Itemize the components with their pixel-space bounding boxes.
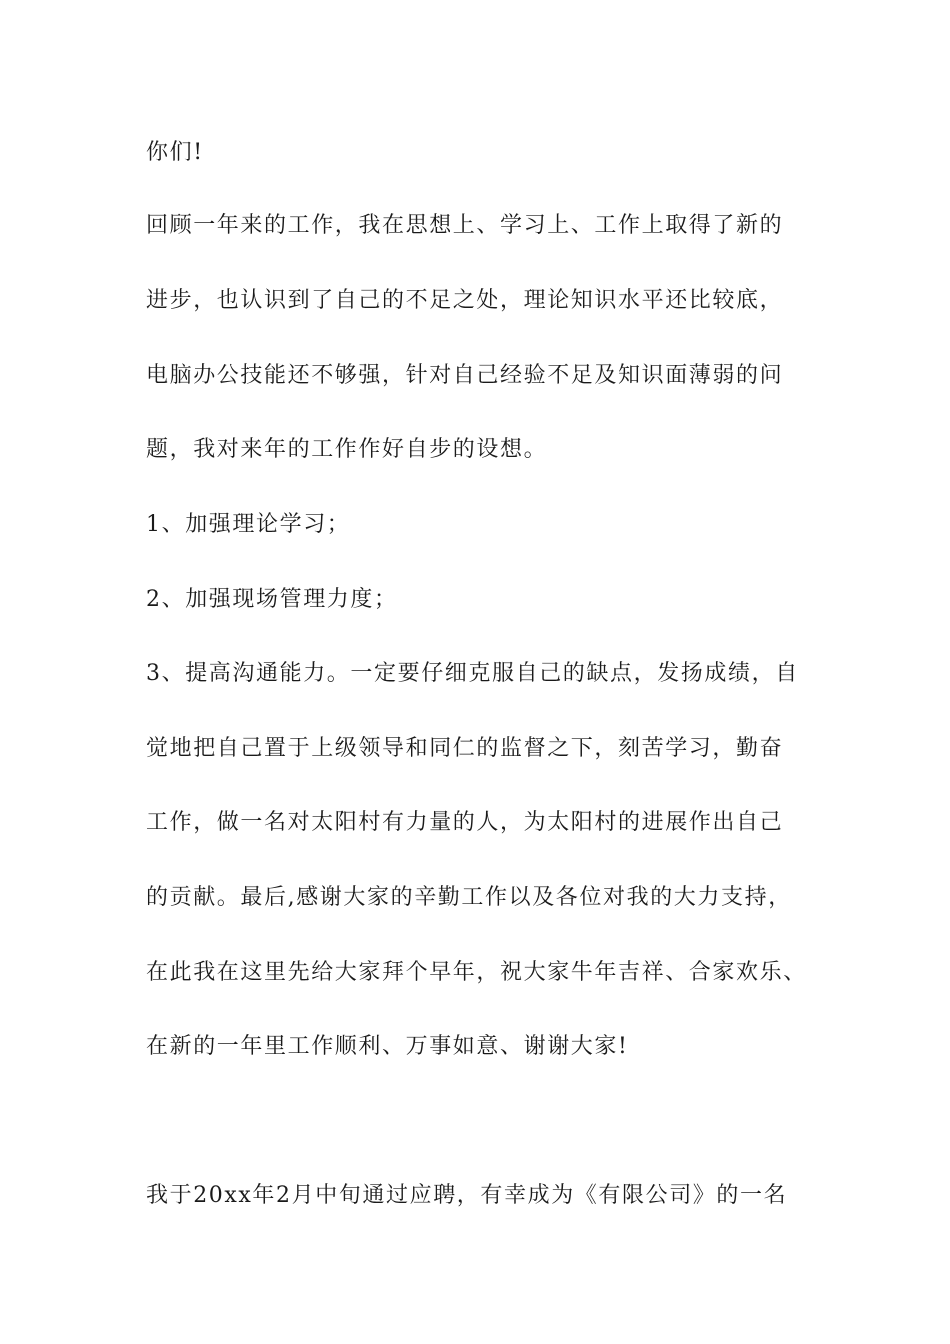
list-item-3: 3、提高沟通能力。一定要仔细克服自己的缺点，发扬成绩，自	[146, 661, 799, 686]
text-line-4: 电脑办公技能还不够强，针对自己经验不足及知识面薄弱的问	[146, 363, 784, 388]
text-line-1: 你们!	[146, 140, 204, 165]
text-line-5: 题，我对来年的工作作好自步的设想。	[146, 437, 548, 462]
list-item-1: 1、加强理论学习；	[146, 512, 351, 537]
text-line-9: 觉地把自己置于上级领导和同仁的监督之下，刻苦学习，勤奋	[146, 736, 784, 761]
text-line-10: 工作，做一名对太阳村有力量的人，为太阳村的进展作出自己	[146, 810, 784, 835]
text-line-14: 我于20xx年2月中旬通过应聘，有幸成为《有限公司》的一名	[146, 1183, 788, 1208]
text-line-3: 进步，也认识到了自己的不足之处，理论知识水平还比较底，	[146, 288, 784, 313]
text-line-13: 在新的一年里工作顺利、万事如意、谢谢大家!	[146, 1034, 629, 1059]
text-line-11: 的贡献。最后,感谢大家的辛勤工作以及各位对我的大力支持，	[146, 885, 792, 910]
text-line-12: 在此我在这里先给大家拜个早年，祝大家牛年吉祥、合家欢乐、	[146, 960, 807, 985]
text-line-2: 回顾一年来的工作，我在思想上、学习上、工作上取得了新的	[146, 213, 784, 238]
list-item-2: 2、加强现场管理力度；	[146, 587, 398, 612]
